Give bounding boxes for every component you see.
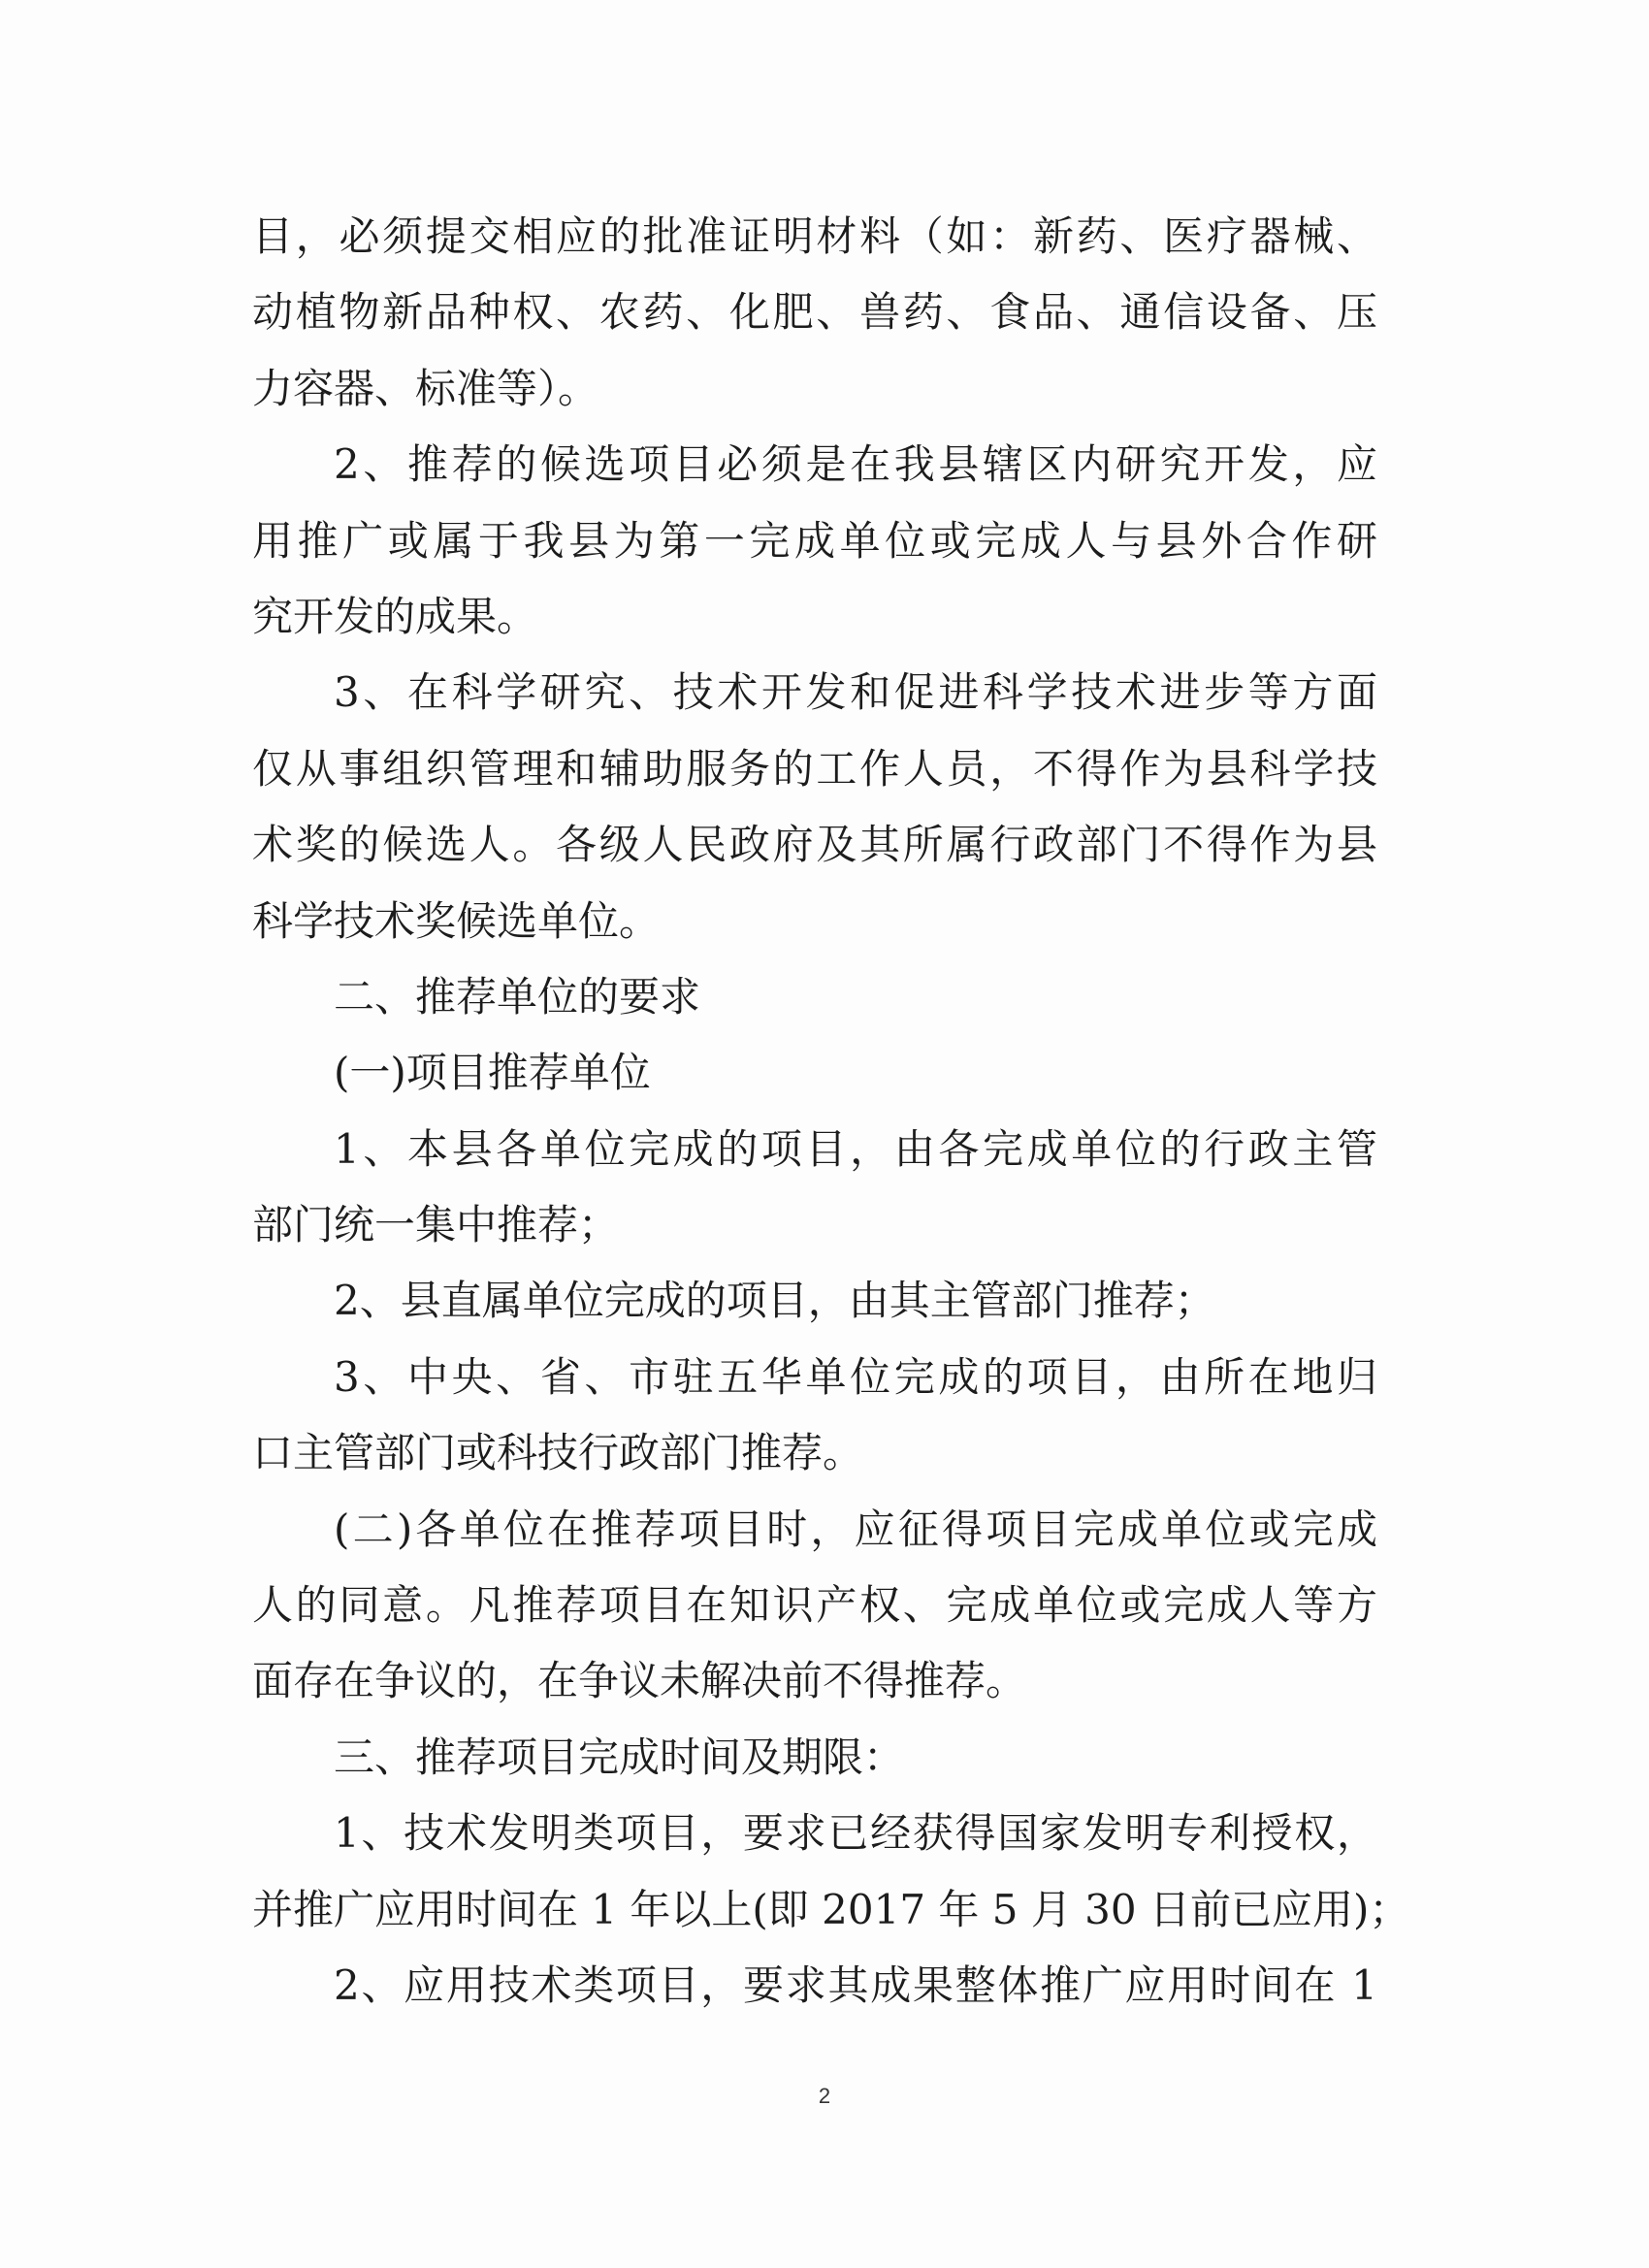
body-text (252, 199, 1410, 2024)
text-line: 口主管部门或科技行政部门推荐。 (252, 1429, 864, 1477)
text-line: 2、县直属单位完成的项目，由其主管部门推荐； (334, 1277, 1215, 1325)
section-heading: 二、推荐单位的要求 (334, 972, 701, 1021)
text-line: 科学技术奖候选单位。 (252, 896, 661, 945)
text-line: 2、推荐的候选项目必须是在我县辖区内研究开发，应 (334, 440, 1377, 489)
text-line: 力容器、标准等）。 (252, 364, 599, 412)
page-number: 2 (818, 2084, 831, 2108)
text-line: 人的同意。凡推荐项目在知识产权、完成单位或完成人等方 (252, 1581, 1377, 1630)
text-line: 究开发的成果。 (252, 592, 538, 640)
text-line: 术奖的候选人。各级人民政府及其所属行政部门不得作为县 (252, 821, 1377, 869)
text-line: 面存在争议的，在争议未解决前不得推荐。 (252, 1657, 1027, 1705)
text-line: 部门统一集中推荐； (252, 1201, 620, 1249)
text-line: 动植物新品种权、农药、化肥、兽药、食品、通信设备、压 (252, 288, 1377, 337)
subsection-heading: (一)项目推荐单位 (334, 1049, 651, 1097)
text-line: 1、本县各单位完成的项目，由各完成单位的行政主管 (334, 1124, 1377, 1173)
text-line: 目，必须提交相应的批准证明材料（如：新药、医疗器械、 (252, 212, 1377, 260)
section-heading: 三、推荐项目完成时间及期限： (334, 1733, 905, 1781)
text-line: 仅从事组织管理和辅助服务的工作人员，不得作为县科学技 (252, 744, 1377, 793)
text-line: 用推广或属于我县为第一完成单位或完成人与县外合作研 (252, 516, 1377, 565)
text-line: (二)各单位在推荐项目时，应征得项目完成单位或完成 (334, 1505, 1377, 1553)
text-line: 3、在科学研究、技术开发和促进科学技术进步等方面 (334, 668, 1377, 717)
text-line: 2、应用技术类项目，要求其成果整体推广应用时间在 1 (334, 1960, 1377, 2009)
text-line: 1、技术发明类项目，要求已经获得国家发明专利授权， (334, 1809, 1377, 1858)
text-line: 并推广应用时间在 1 年以上(即 2017 年 5 月 30 日前已应用)； (252, 1885, 1410, 1933)
text-line: 3、中央、省、市驻五华单位完成的项目，由所在地归 (334, 1352, 1377, 1401)
